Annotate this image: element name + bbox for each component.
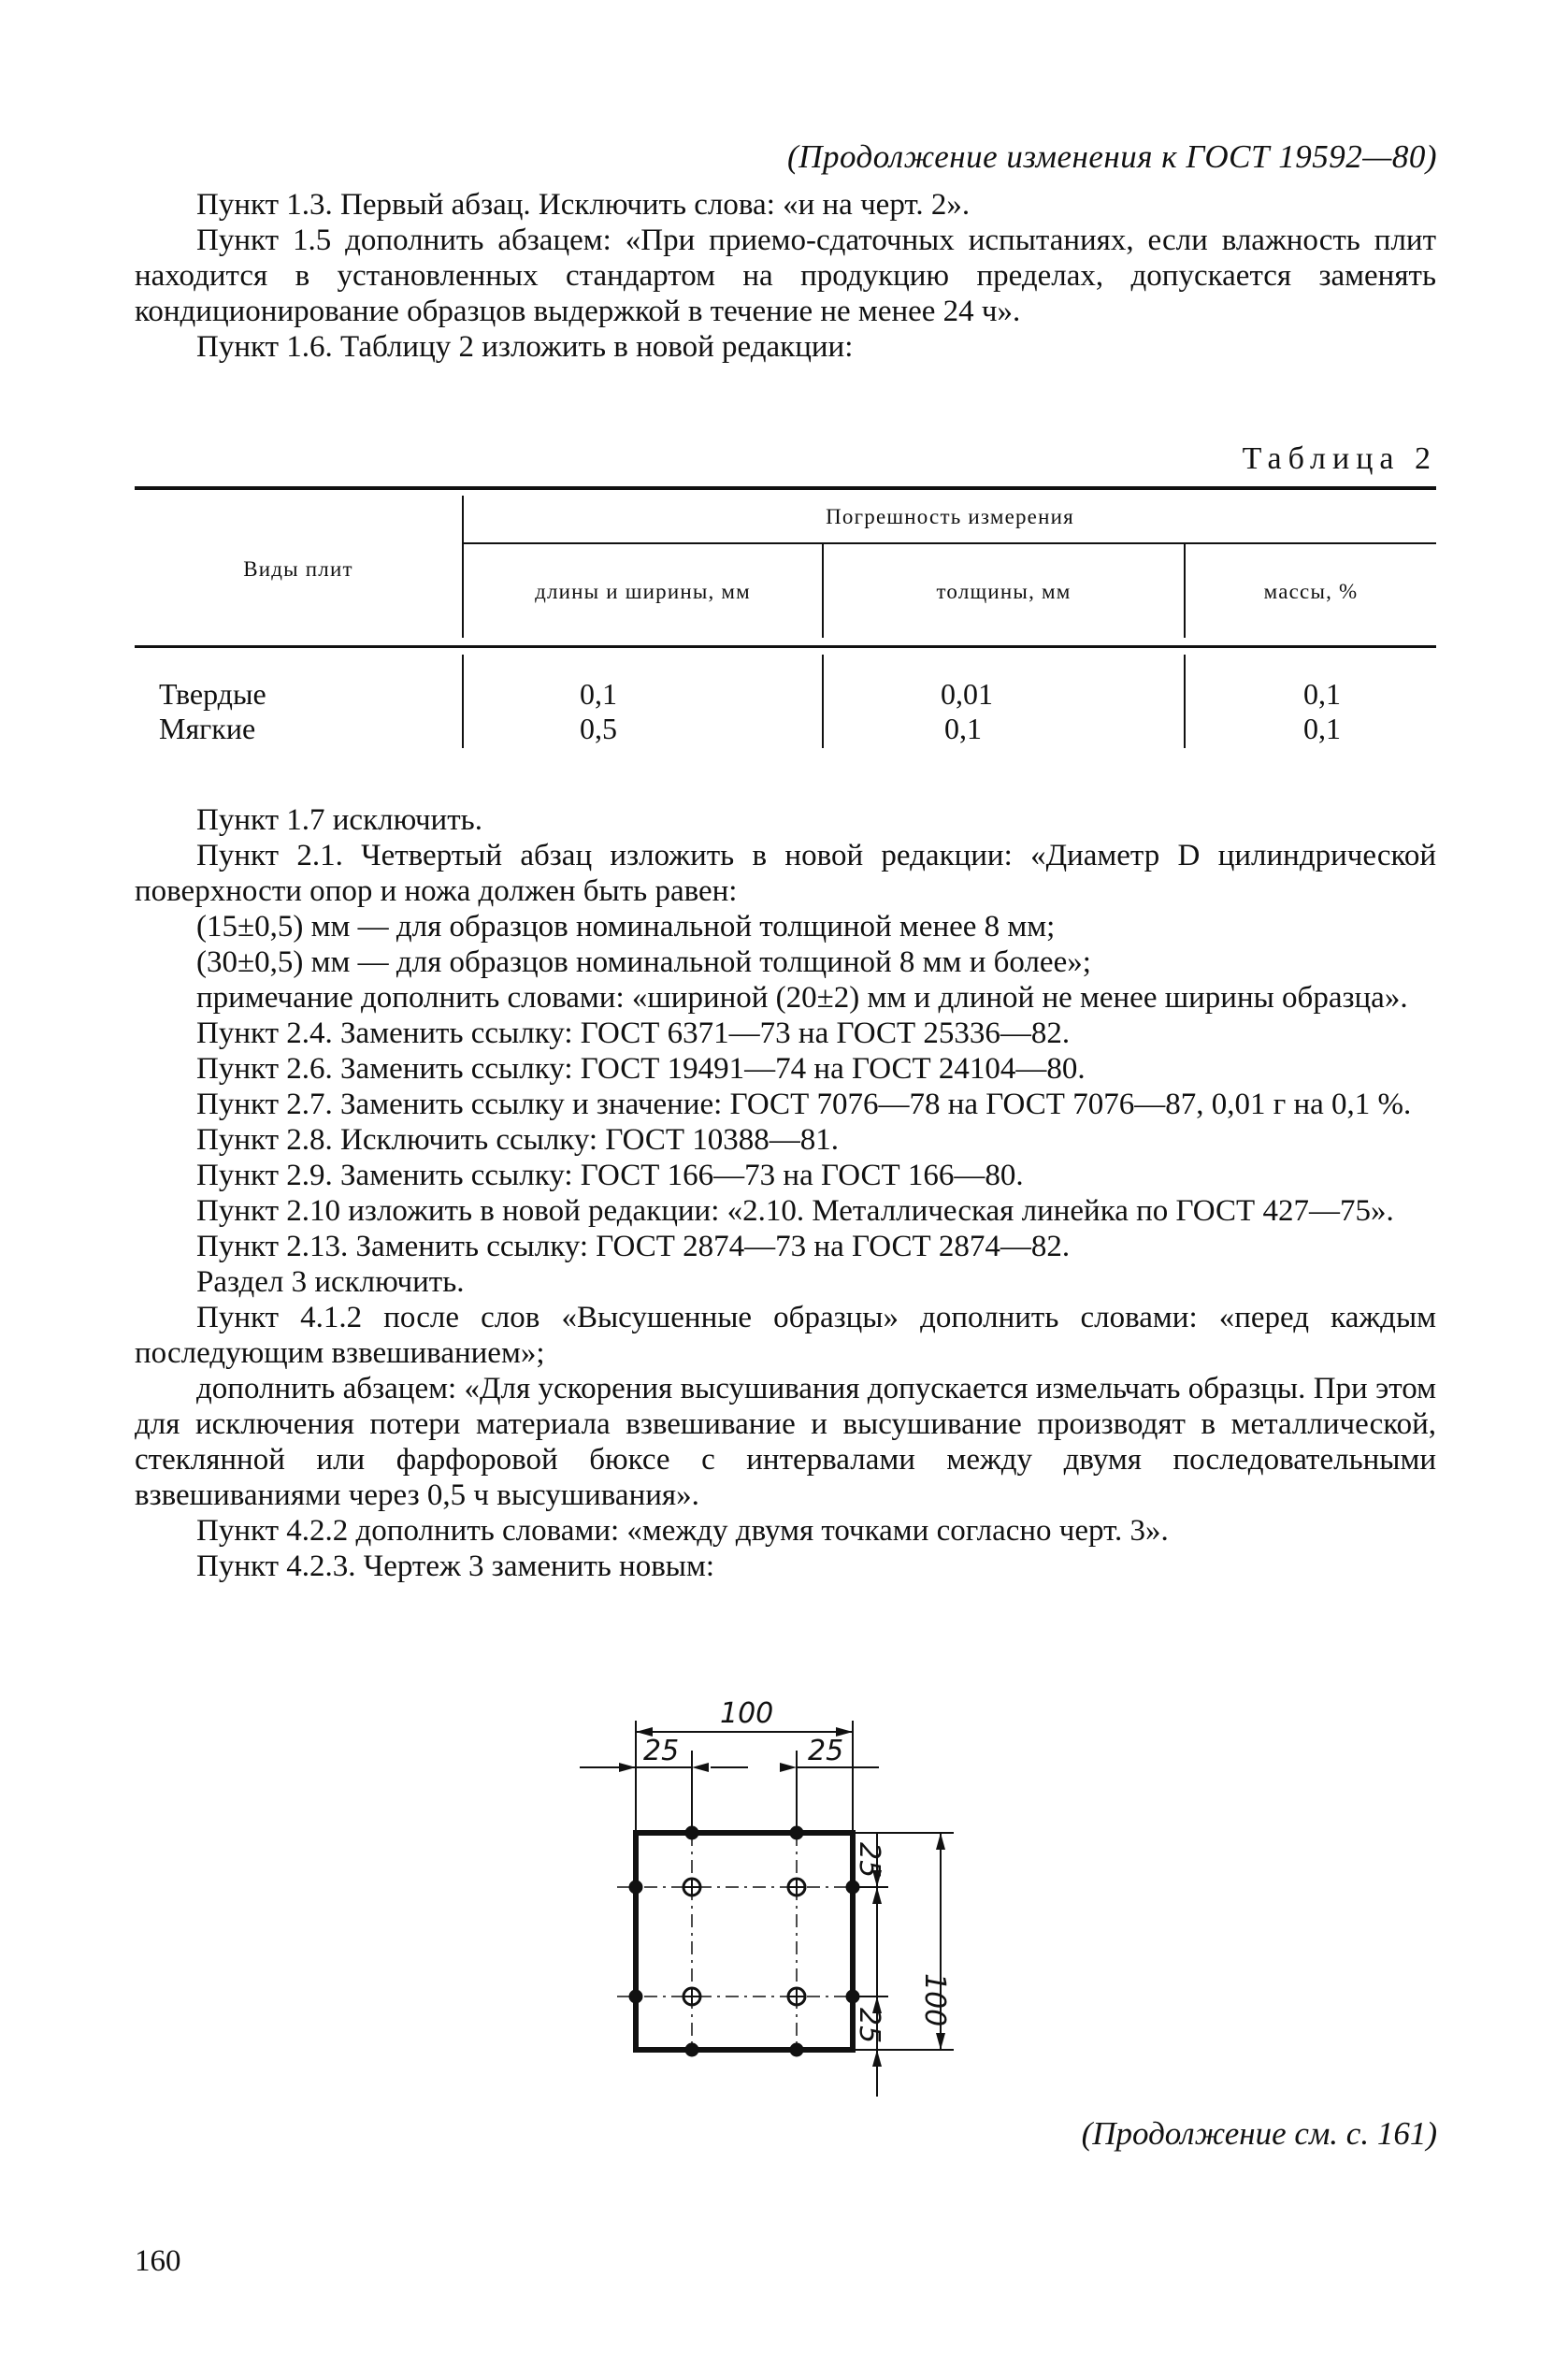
page-header: (Продолжение изменения к ГОСТ 19592—80) — [787, 138, 1437, 175]
table-2 — [135, 486, 1436, 767]
arrow — [692, 1763, 709, 1772]
paragraph: Пункт 2.1. Четвертый абзац изложить в новой редакции: «Диаметр D цилиндрической поверхности опор и ножа должен быть равен: — [135, 839, 1436, 908]
paragraph: Раздел 3 исключить. — [196, 1265, 465, 1299]
arrow — [619, 1763, 636, 1772]
cell-length: 0,1 — [580, 677, 617, 711]
cell-mass: 0,1 — [1303, 677, 1341, 711]
point-dot — [790, 2043, 803, 2056]
continuation-note: (Продолжение см. с. 161) — [1081, 2115, 1437, 2152]
cell-thickness: 0,1 — [944, 712, 982, 745]
dim-label-bottom: 25 — [853, 2008, 885, 2044]
drawing-3 — [580, 1693, 1029, 2104]
point-dot — [629, 1990, 642, 2003]
header-mass: массы, % — [1263, 580, 1359, 603]
table-header-bottom-rule — [135, 645, 1436, 648]
point-dot — [846, 1990, 859, 2003]
column-divider — [1184, 655, 1186, 748]
table-top-rule — [135, 486, 1436, 490]
column-divider — [462, 655, 464, 748]
dim-label-right: 25 — [808, 1735, 844, 1767]
cell-mass: 0,1 — [1303, 712, 1341, 745]
cell-thickness: 0,01 — [941, 677, 993, 711]
header-group: Погрешность измерения — [826, 505, 1074, 528]
header-types: Виды плит — [243, 557, 353, 581]
column-divider — [822, 655, 824, 748]
point-dot — [685, 1826, 698, 1839]
paragraph: Пункт 1.6. Таблицу 2 изложить в новой редакции: — [196, 330, 854, 364]
paragraph: (30±0,5) мм — для образцов номинальной толщиной 8 мм и более»; — [196, 945, 1091, 979]
group-header-rule — [462, 542, 1436, 544]
arrow — [872, 1887, 882, 1904]
dim-label-top: 25 — [853, 1842, 885, 1879]
point-dot — [685, 2043, 698, 2056]
table-title: Таблица 2 — [1242, 441, 1437, 476]
paragraph: Пункт 4.2.2 дополнить словами: «между двумя точками согласно черт. 3». — [196, 1514, 1169, 1548]
arrow — [936, 1833, 945, 1850]
paragraph: дополнить абзацем: «Для ускорения высушивания допускается измельчать образцы. При этом для исключения потери материала взвешивание и высушивание производят в металлической, стеклянной или фарфоровой бюксе с интервалами между двумя последовательными взвешиваниями через 0,5 ч высушивания». — [135, 1372, 1436, 1512]
cell-length: 0,5 — [580, 712, 617, 745]
text-block-main — [135, 802, 1436, 1584]
paragraph: Пункт 2.6. Заменить ссылку: ГОСТ 19491—74 на ГОСТ 24104—80. — [196, 1052, 1086, 1086]
paragraph: Пункт 2.4. Заменить ссылку: ГОСТ 6371—73 на ГОСТ 25336—82. — [196, 1016, 1071, 1050]
sample-outline — [636, 1833, 853, 2050]
row-type: Твердые — [159, 677, 266, 711]
page-number: 160 — [135, 2244, 181, 2278]
arrow — [780, 1763, 797, 1772]
dim-label-total-height: 100 — [918, 1973, 951, 2027]
paragraph: Пункт 2.7. Заменить ссылку и значение: ГОСТ 7076—78 на ГОСТ 7076—87, 0,01 г на 0,1 %. — [196, 1088, 1412, 1121]
header-thickness: толщины, мм — [936, 580, 1072, 603]
paragraph: Пункт 1.7 исключить. — [196, 803, 482, 837]
paragraph: Пункт 1.5 дополнить абзацем: «При приемо-сдаточных испытаниях, если влажность плит находится в установленных стандартом на продукцию пределах, допускается заменять кондиционирование образцов выдержкой в течение не менее 24 ч». — [135, 223, 1436, 328]
text-block-top — [135, 187, 1436, 365]
paragraph: Пункт 2.13. Заменить ссылку: ГОСТ 2874—73 на ГОСТ 2874—82. — [196, 1230, 1071, 1263]
dim-label-left: 25 — [643, 1735, 680, 1767]
paragraph: Пункт 1.3. Первый абзац. Исключить слова: «и на черт. 2». — [196, 188, 971, 222]
paragraph: Пункт 4.2.3. Чертеж 3 заменить новым: — [196, 1550, 715, 1583]
row-type: Мягкие — [159, 712, 256, 745]
dim-label-total-width: 100 — [720, 1697, 774, 1730]
paragraph: (15±0,5) мм — для образцов номинальной толщиной менее 8 мм; — [196, 910, 1056, 944]
point-dot — [629, 1881, 642, 1894]
point-dot — [790, 1826, 803, 1839]
paragraph: Пункт 2.9. Заменить ссылку: ГОСТ 166—73 на ГОСТ 166—80. — [196, 1159, 1024, 1192]
paragraph: Пункт 2.8. Исключить ссылку: ГОСТ 10388—81. — [196, 1123, 840, 1157]
arrow — [872, 2050, 882, 2067]
arrow — [936, 2033, 945, 2050]
header-length-width: длины и ширины, мм — [535, 580, 751, 603]
paragraph: Пункт 2.10 изложить в новой редакции: «2.10. Металлическая линейка по ГОСТ 427—75». — [196, 1194, 1394, 1228]
point-dot — [846, 1881, 859, 1894]
paragraph: примечание дополнить словами: «шириной (20±2) мм и длиной не менее ширины образца». — [196, 981, 1408, 1015]
paragraph: Пункт 4.1.2 после слов «Высушенные образцы» дополнить словами: «перед каждым последующим взвешиванием»; — [135, 1301, 1436, 1370]
